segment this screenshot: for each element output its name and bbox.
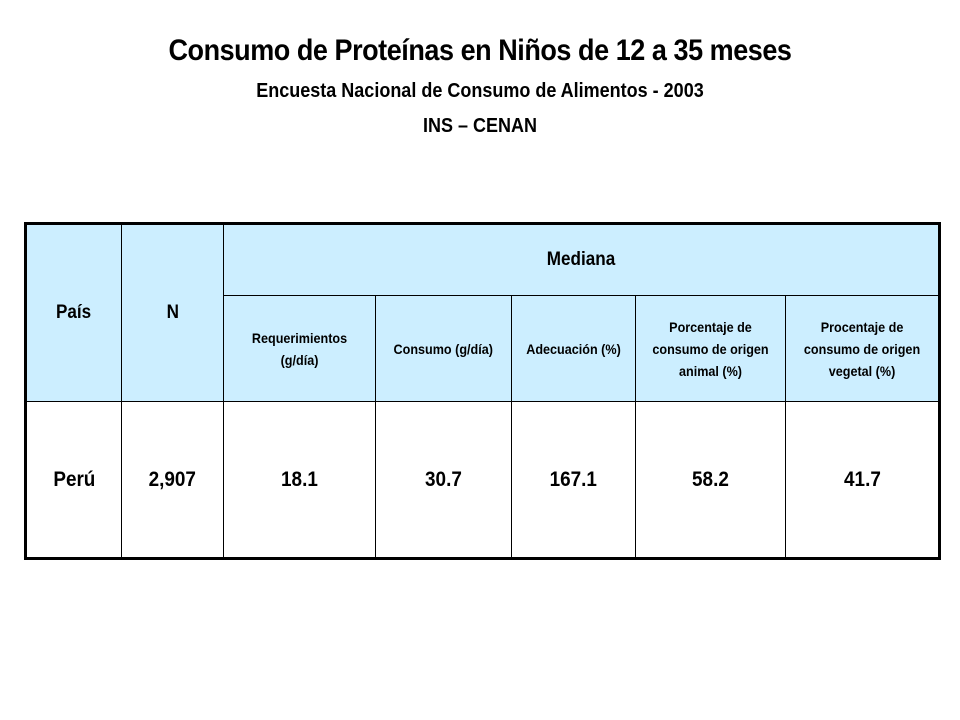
protein-table [24,222,941,560]
header-origen-vegetal: Procentaje de consumo de origen vegetal (%) [786,296,940,402]
page-source: INS – CENAN [422,115,538,137]
header-pais: País [26,224,122,402]
header-requerimientos: Requerimientos (g/día) [224,296,376,402]
cell-adecuacion: 167.1 [512,402,636,559]
cell-origen-animal: 58.2 [636,402,786,559]
header-n: N [122,224,224,402]
header-origen-animal: Porcentaje de consumo de origen animal (%) [636,296,786,402]
page-title: Consumo de Proteínas en Niños de 12 a 35 meses [168,34,792,67]
header-row-1 [26,224,940,296]
cell-consumo: 30.7 [376,402,512,559]
cell-n: 2,907 [122,402,224,559]
cell-requerimientos: 18.1 [224,402,376,559]
header-adecuacion: Adecuación (%) [512,296,636,402]
table-row [26,402,940,559]
cell-origen-vegetal: 41.7 [786,402,940,559]
header-consumo: Consumo (g/día) [376,296,512,402]
header-mediana: Mediana [224,224,940,296]
page-subtitle: Encuesta Nacional de Consumo de Alimentos - 2003 [256,80,704,102]
cell-pais: Perú [26,402,122,559]
